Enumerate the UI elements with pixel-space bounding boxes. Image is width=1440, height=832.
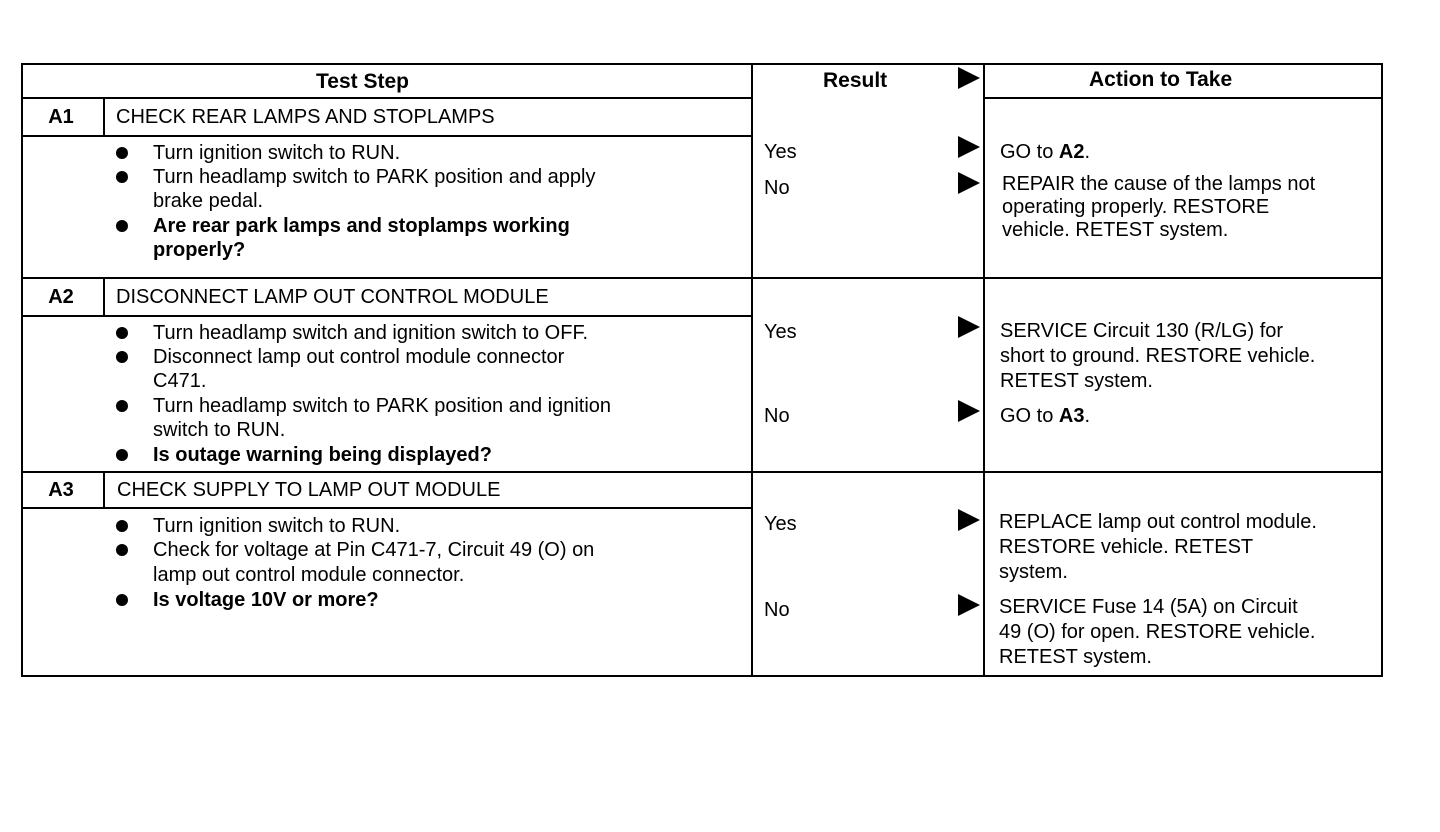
a3-no-action-line2: 49 (O) for open. RESTORE vehicle. (999, 621, 1316, 643)
a2-id-divider (103, 277, 105, 315)
step-title-a1: CHECK REAR LAMPS AND STOPLAMPS (116, 106, 495, 128)
a2-no-action-period: . (1084, 405, 1091, 427)
row-divider-a2-a3 (21, 471, 1383, 473)
a3-yes-action-line3: system. (999, 561, 1068, 583)
bullet-icon (116, 520, 128, 532)
a1-no-arrow-icon (958, 172, 980, 194)
a1-no-action-line1: REPAIR the cause of the lamps not (1002, 173, 1316, 195)
header-divider-action (983, 97, 1383, 99)
a2-question: Is outage warning being displayed? (153, 444, 492, 466)
a1-result-no: No (764, 177, 790, 199)
a2-result-no: No (764, 405, 790, 427)
a1-yes-action-period: . (1084, 141, 1091, 163)
bullet-icon (116, 327, 128, 339)
a3-no-action-line1: SERVICE Fuse 14 (5A) on Circuit (999, 596, 1298, 618)
a1-yes-action (1000, 140, 1090, 164)
bullet-icon (116, 171, 128, 183)
a2-yes-action-line3: RETEST system. (1000, 370, 1153, 392)
a1-question-line2: properly? (153, 239, 246, 261)
a1-no-action-line2: operating properly. RESTORE (1002, 196, 1270, 218)
a2-no-action (1000, 404, 1090, 428)
a2-instruction-3-line1: Turn headlamp switch to PARK position and ignition (153, 395, 612, 417)
a3-no-arrow-icon (958, 594, 980, 616)
bullet-icon (116, 351, 128, 363)
table-right-border (1381, 63, 1383, 677)
bullet-icon (116, 449, 128, 461)
a2-yes-action-line2: short to ground. RESTORE vehicle. (1000, 345, 1316, 367)
a1-no-action-line3: vehicle. RETEST system. (1002, 219, 1229, 241)
a3-title-divider (21, 507, 751, 509)
column-divider-result (751, 63, 753, 677)
a2-yes-arrow-icon (958, 316, 980, 338)
table-bottom-border (21, 675, 1381, 677)
a3-instruction-2-line1: Check for voltage at Pin C471-7, Circuit 49 (O) on (153, 539, 595, 561)
a3-instruction-2-line2: lamp out control module connector. (153, 564, 465, 586)
a2-instruction-1: Turn headlamp switch and ignition switch to OFF. (153, 322, 589, 344)
a3-result-yes: Yes (764, 513, 797, 535)
header-arrow-icon (958, 67, 980, 89)
a2-no-action-target: A3 (1058, 405, 1085, 427)
step-title-a2: DISCONNECT LAMP OUT CONTROL MODULE (116, 286, 549, 308)
a2-no-arrow-icon (958, 400, 980, 422)
a1-instruction-2-line2: brake pedal. (153, 190, 264, 212)
a1-id-divider (103, 97, 105, 135)
a3-no-action-line3: RETEST system. (999, 646, 1152, 668)
table-top-border (21, 63, 1383, 65)
table-left-border (21, 63, 23, 677)
bullet-icon (116, 220, 128, 232)
a1-instruction-2-line1: Turn headlamp switch to PARK position and apply (153, 166, 596, 188)
a2-no-action-text: GO to (1000, 405, 1059, 427)
a3-yes-arrow-icon (958, 509, 980, 531)
row-divider-a1-a2 (21, 277, 1383, 279)
step-title-a3: CHECK SUPPLY TO LAMP OUT MODULE (117, 479, 501, 501)
a1-title-divider (21, 135, 751, 137)
a1-question-line1: Are rear park lamps and stoplamps working (153, 215, 570, 237)
a3-instruction-1: Turn ignition switch to RUN. (153, 515, 401, 537)
bullet-icon (116, 544, 128, 556)
header-action: Action to Take (1089, 68, 1233, 91)
a2-title-divider (21, 315, 751, 317)
bullet-icon (116, 400, 128, 412)
a1-result-yes: Yes (764, 141, 797, 163)
a1-yes-action-target: A2 (1058, 141, 1085, 163)
a3-question: Is voltage 10V or more? (153, 589, 379, 611)
header-result: Result (823, 69, 888, 92)
a2-instruction-3-line2: switch to RUN. (153, 419, 286, 441)
bullet-icon (116, 594, 128, 606)
a2-instruction-2-line2: C471. (153, 370, 207, 392)
a1-instruction-1: Turn ignition switch to RUN. (153, 142, 401, 164)
a1-yes-action-text: GO to (1000, 141, 1059, 163)
diagnostic-table (21, 63, 1383, 677)
header-divider (21, 97, 751, 99)
step-id-a3: A3 (48, 479, 74, 501)
a2-instruction-2-line1: Disconnect lamp out control module connector (153, 346, 565, 368)
step-id-a2: A2 (48, 286, 74, 308)
a3-result-no: No (764, 599, 790, 621)
a3-id-divider (103, 471, 105, 507)
bullet-icon (116, 147, 128, 159)
a3-yes-action-line2: RESTORE vehicle. RETEST (999, 536, 1254, 558)
column-divider-action (983, 63, 985, 677)
header-test-step: Test Step (316, 70, 409, 93)
a2-result-yes: Yes (764, 321, 797, 343)
a2-yes-action-line1: SERVICE Circuit 130 (R/LG) for (1000, 320, 1284, 342)
step-id-a1: A1 (48, 106, 74, 128)
a1-yes-arrow-icon (958, 136, 980, 158)
a3-yes-action-line1: REPLACE lamp out control module. (999, 511, 1317, 533)
